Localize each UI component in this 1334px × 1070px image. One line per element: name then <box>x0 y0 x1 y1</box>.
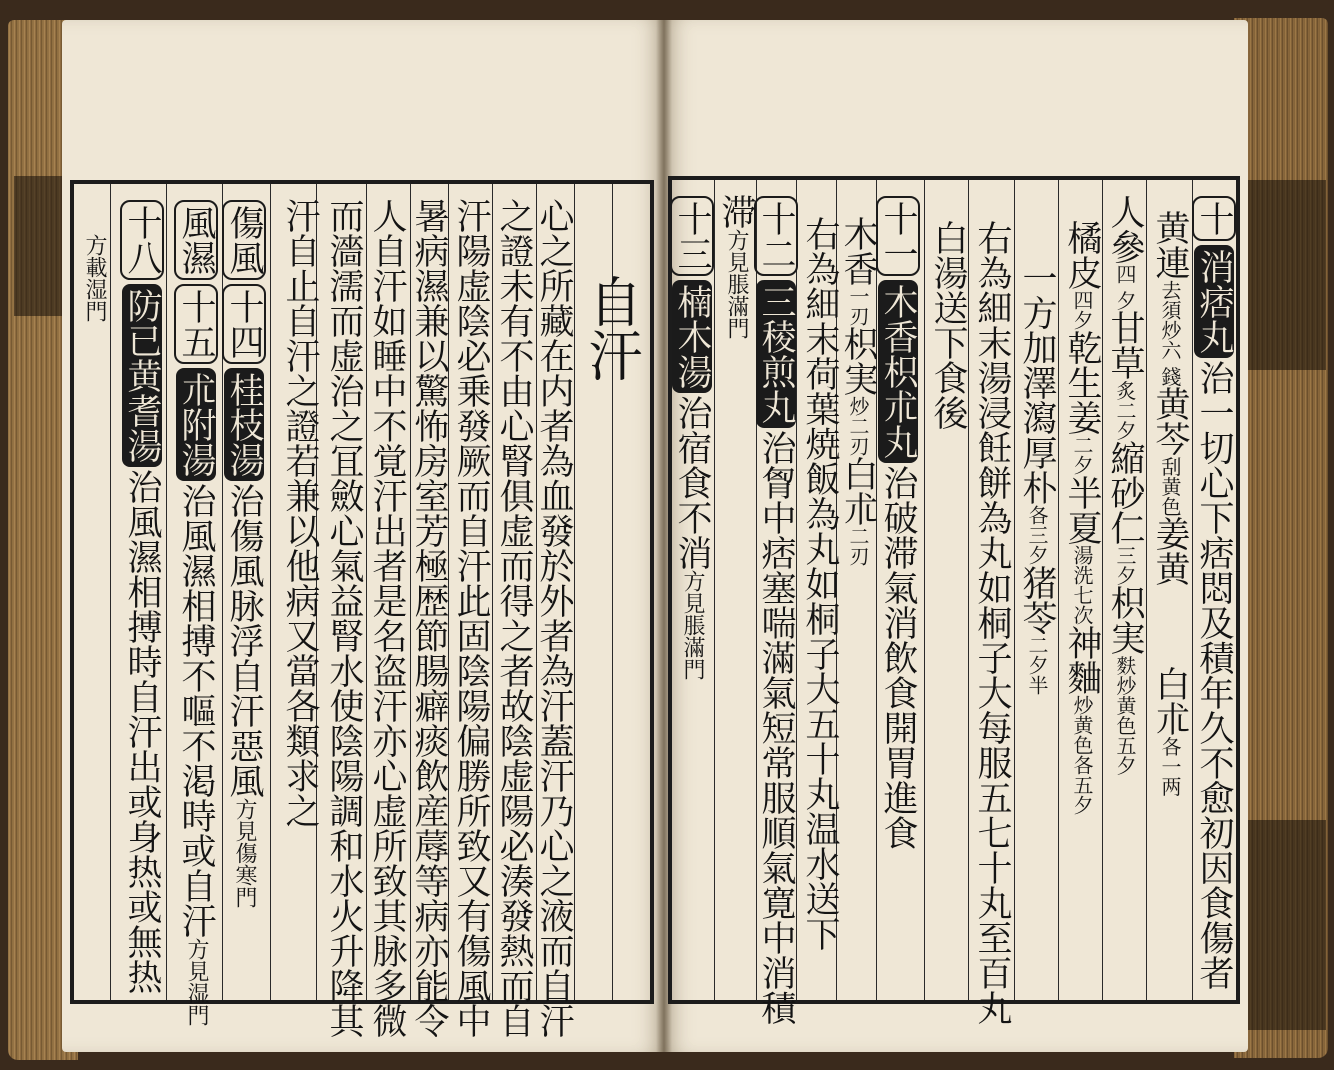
remedy-name: 消痞丸 <box>1194 245 1234 358</box>
remedy-name: 桂枝湯 <box>224 368 264 481</box>
ingredient: 黄連 <box>1150 210 1190 280</box>
ingredient-note: 湯洗七次 <box>1070 545 1094 625</box>
text-column: 右為細末湯浸飪餅為丸如桐子大每服五七十丸至百丸 <box>972 220 1012 1025</box>
ingredient: 厚朴 <box>1017 435 1057 505</box>
ingredient: 黄芩 <box>1150 386 1190 457</box>
ingredient-note: 炒二刃 <box>846 396 870 456</box>
entry-tag: 風濕 <box>174 200 218 280</box>
ingredient-note: 二夕半 <box>1025 635 1049 695</box>
ingredient-note: 二夕 <box>1070 435 1094 475</box>
ingredient: 半夏 <box>1062 475 1102 545</box>
remedy-note: 方見湿門 <box>184 938 209 1026</box>
ingredient-column <box>1062 220 1102 815</box>
ingredient-note: 炙二夕 <box>1113 380 1137 441</box>
entry-tag: 傷風 <box>222 200 266 280</box>
ingredient: 橘皮 <box>1062 220 1102 290</box>
remedy-entry <box>226 198 266 908</box>
ingredient-note: 各三夕 <box>1025 505 1049 565</box>
remedy-entry <box>758 194 798 1025</box>
remedy-text: 治傷風脉浮自汗惡風 <box>224 483 264 798</box>
remedy-text: 治風濕相搏時自汗出或身热或無热 <box>122 469 162 994</box>
text-column: 心之所藏在内者為血發於外者為汗蓋汗乃心之液而自汗 <box>534 198 574 1038</box>
ingredient: 一方加澤瀉 <box>1017 260 1057 435</box>
ingredient-note: 二刃 <box>846 526 870 566</box>
ingredient: 縮砂仁 <box>1105 440 1145 546</box>
remedy-text: 治破滞氣消飲食開胃進食 <box>878 465 918 850</box>
text-column: 汗陽虚陰必乗發厥而自汗此固陰陽偏勝所致又有傷風中 <box>451 198 491 1038</box>
entry-number: 十四 <box>222 284 266 364</box>
remedy-entry <box>1196 194 1236 990</box>
entry-number: 十二 <box>754 196 798 276</box>
right-text-frame <box>668 176 1240 1025</box>
text-column: 而濇濡而虚治之冝斂心氣益腎水使陰陽調和水火升降其 <box>324 198 364 1038</box>
ingredient: 枳実 <box>838 326 878 396</box>
remedy-entry <box>124 198 164 994</box>
ingredient-column <box>1017 260 1057 695</box>
remedy-entry <box>178 198 218 1026</box>
edge-shadow <box>1236 180 1326 370</box>
remedy-text: 治一切心下痞悶及積年久不愈初因食傷者 <box>1194 360 1234 990</box>
ingredient: 姜黄 <box>1150 516 1190 587</box>
text-column: 白湯送下食後 <box>928 220 968 430</box>
text-column: 人自汗如睡中不覚汗出者是名盗汗亦心虚所致其脉多微 <box>367 198 407 1038</box>
remedy-text: 治胷中痞塞喘滿氣短常服順氣寛中消積 <box>756 430 796 1025</box>
remedy-name: 楠木湯 <box>672 280 712 393</box>
text-column: 之證未有不由心腎俱虚而得之者故陰虚陽必湊發熱而自 <box>494 198 534 1038</box>
remedy-note: 方見脹滿門 <box>680 570 705 680</box>
ingredient-column <box>838 216 878 566</box>
ingredient-note: 三夕 <box>1113 545 1137 586</box>
remedy-continuation <box>716 194 756 339</box>
ingredient-note: 四 夕 <box>1113 264 1137 311</box>
ingredient: 甘草 <box>1105 310 1145 381</box>
edge-shadow <box>1236 820 1326 1030</box>
ingredient: 白朮 <box>1150 666 1190 737</box>
ingredient-column <box>1150 210 1190 796</box>
remedy-note: 方見脹滿門 <box>724 229 749 339</box>
ingredient: 白朮 <box>838 456 878 526</box>
remedy-text: 治宿食不消 <box>672 395 712 570</box>
ingredient-note: 刮黄色 <box>1158 456 1182 517</box>
ingredient: 人參 <box>1105 194 1145 264</box>
left-text-frame <box>70 180 654 1038</box>
remedy-note: 方見傷寒門 <box>232 798 257 908</box>
entry-number: 十三 <box>670 196 714 276</box>
text-column: 汗自止自汗之證若兼以他病又當各類求之 <box>280 198 320 828</box>
remedy-name: 三稜煎丸 <box>756 280 796 428</box>
remedy-text: 滞 <box>716 194 756 229</box>
ingredient: 神麯 <box>1062 625 1102 695</box>
ingredient: 猪苓 <box>1017 565 1057 635</box>
ingredient-note: 麩炒黄色五夕 <box>1113 655 1137 776</box>
remedy-entry <box>674 194 714 680</box>
remedy-name: 木香枳朮丸 <box>878 280 918 463</box>
ingredient-note: 炒黄色各五夕 <box>1070 695 1094 815</box>
entry-number: 十五 <box>174 284 218 364</box>
remedy-name: 朮附湯 <box>176 368 216 481</box>
remedy-note: 方載湿門 <box>82 234 107 322</box>
text-column: 右為細末荷葉焼飯為丸如桐子大五十丸温水送下 <box>800 216 840 951</box>
section-title: 自汗 <box>580 274 643 382</box>
entry-number: 十一 <box>876 196 920 276</box>
text-column: 暑病濕兼以驚怖房室芳極歴節腸癖痰飲産蓐等病亦能令 <box>409 198 449 1038</box>
remedy-entry <box>880 194 920 850</box>
ingredient-note: 一刃 <box>846 286 870 326</box>
ingredient-column <box>1105 194 1145 775</box>
ingredient: 乾生姜 <box>1062 330 1102 435</box>
ingredient: 枳実 <box>1105 585 1145 656</box>
ingredient-note: 四夕 <box>1070 290 1094 330</box>
entry-number: 十 <box>1192 196 1236 241</box>
ingredient: 木香 <box>838 216 878 286</box>
ingredient-note: 去須炒六 錢 <box>1158 280 1182 387</box>
remedy-text: 治風濕相搏不嘔不渇時或自汗 <box>176 483 216 938</box>
remedy-name: 防已黄耆湯 <box>122 284 162 467</box>
entry-number: 十八 <box>120 200 164 280</box>
ingredient-note: 各一两 <box>1158 736 1182 797</box>
